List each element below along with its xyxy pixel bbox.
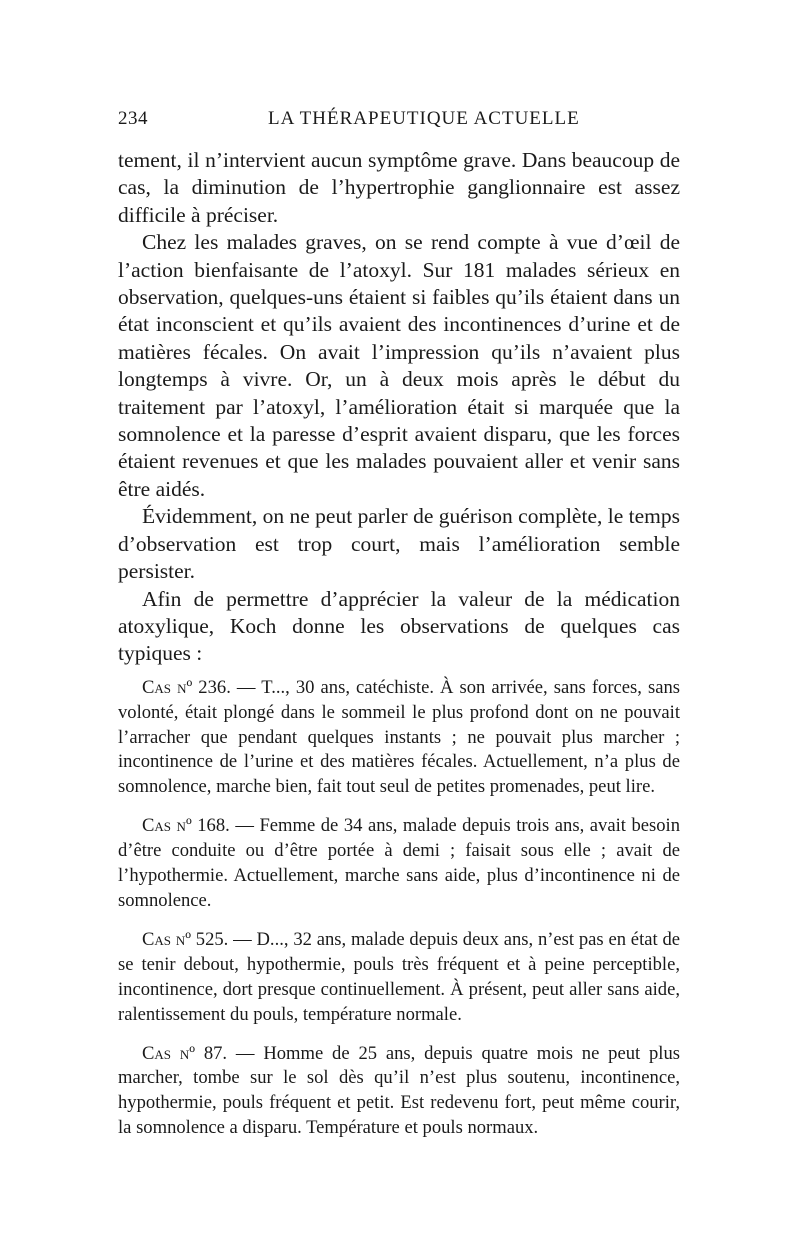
- case-text: — T..., 30 ans, catéchiste. À son arrivée, sans forces, sans volonté, était plongé dans le sommeil le plus profond dont on ne pouvait l’arracher que pendant quelques instants ; ne pouvait plus marcher ; incontinence de l’urine et des matières fécales. Actuellement, n’a plus de somnolence, marche bien, fait tout seul de petites promenades, peut lire.: [118, 676, 680, 798]
- case-label: Cas nº 525.: [142, 928, 229, 950]
- running-title: LA THÉRAPEUTIQUE ACTUELLE: [268, 108, 580, 129]
- page-number: 234: [118, 108, 148, 129]
- case-label: Cas nº 236.: [142, 676, 231, 698]
- body-text: [118, 147, 680, 1141]
- case-text: — D..., 32 ans, malade depuis deux ans, n’est pas en état de se tenir debout, hypothermie, pouls très fréquent et à peine perceptible, incontinence, dort presque continuellement. À présent, peut aller sans aide, ralentissement du pouls, température normale.: [118, 928, 680, 1025]
- paragraph-evidently: Évidemment, on ne peut parler de guérison complète, le temps d’observation est trop court, mais l’amélioration semble persister.: [118, 504, 680, 584]
- case-text: — Homme de 25 ans, depuis quatre mois ne peut plus marcher, tombe sur le sol dès qu’il n’est plus soutenu, incontinence, hypothermie, pouls fréquent et petit. Est redevenu fort, peut même courir, la somnolence a disparu. Température et pouls normaux.: [118, 1042, 680, 1139]
- case-87: [118, 1042, 680, 1142]
- case-text: — Femme de 34 ans, malade depuis trois ans, avait besoin d’être conduite ou d’être portée à demi ; faisait sous elle ; avait de l’hypothermie. Actuellement, marche sans aide, plus d’incontinence ni de somnolence.: [118, 815, 680, 911]
- paragraph-koch-observations: Afin de permettre d’apprécier la valeur de la médication atoxylique, Koch donne les observations de quelques cas typiques :: [118, 586, 680, 666]
- case-label: Cas nº 87.: [142, 1042, 228, 1064]
- paragraph-severe-patients: Chez les malades graves, on se rend compte à vue d’œil de l’action bienfaisante de l’atoxyl. Sur 181 malades sérieux en observation, quelques-uns étaient si faibles qu’ils étaient dans un état inconscient et qu’ils avaient des incontinences d’urine et de matières fécales. On avait l’impression qu’ils n’avaient plus longtemps à vivre. Or, un à deux mois après le début du traitement par l’atoxyl, l’amélioration était si marquée que la somnolence et la paresse d’esprit avaient disparu, que les forces étaient revenues et que les malades pouvaient aller et venir sans être aidés.: [118, 230, 680, 501]
- case-525: [118, 928, 680, 1028]
- paragraph-continuation: tement, il n’intervient aucun symptôme grave. Dans beaucoup de cas, la diminution de l’hypertrophie ganglionnaire est assez difficile à préciser.: [118, 148, 680, 227]
- case-168: [118, 814, 680, 914]
- case-236: [118, 676, 680, 801]
- case-label: Cas nº 168.: [142, 815, 230, 837]
- running-head: [118, 108, 678, 132]
